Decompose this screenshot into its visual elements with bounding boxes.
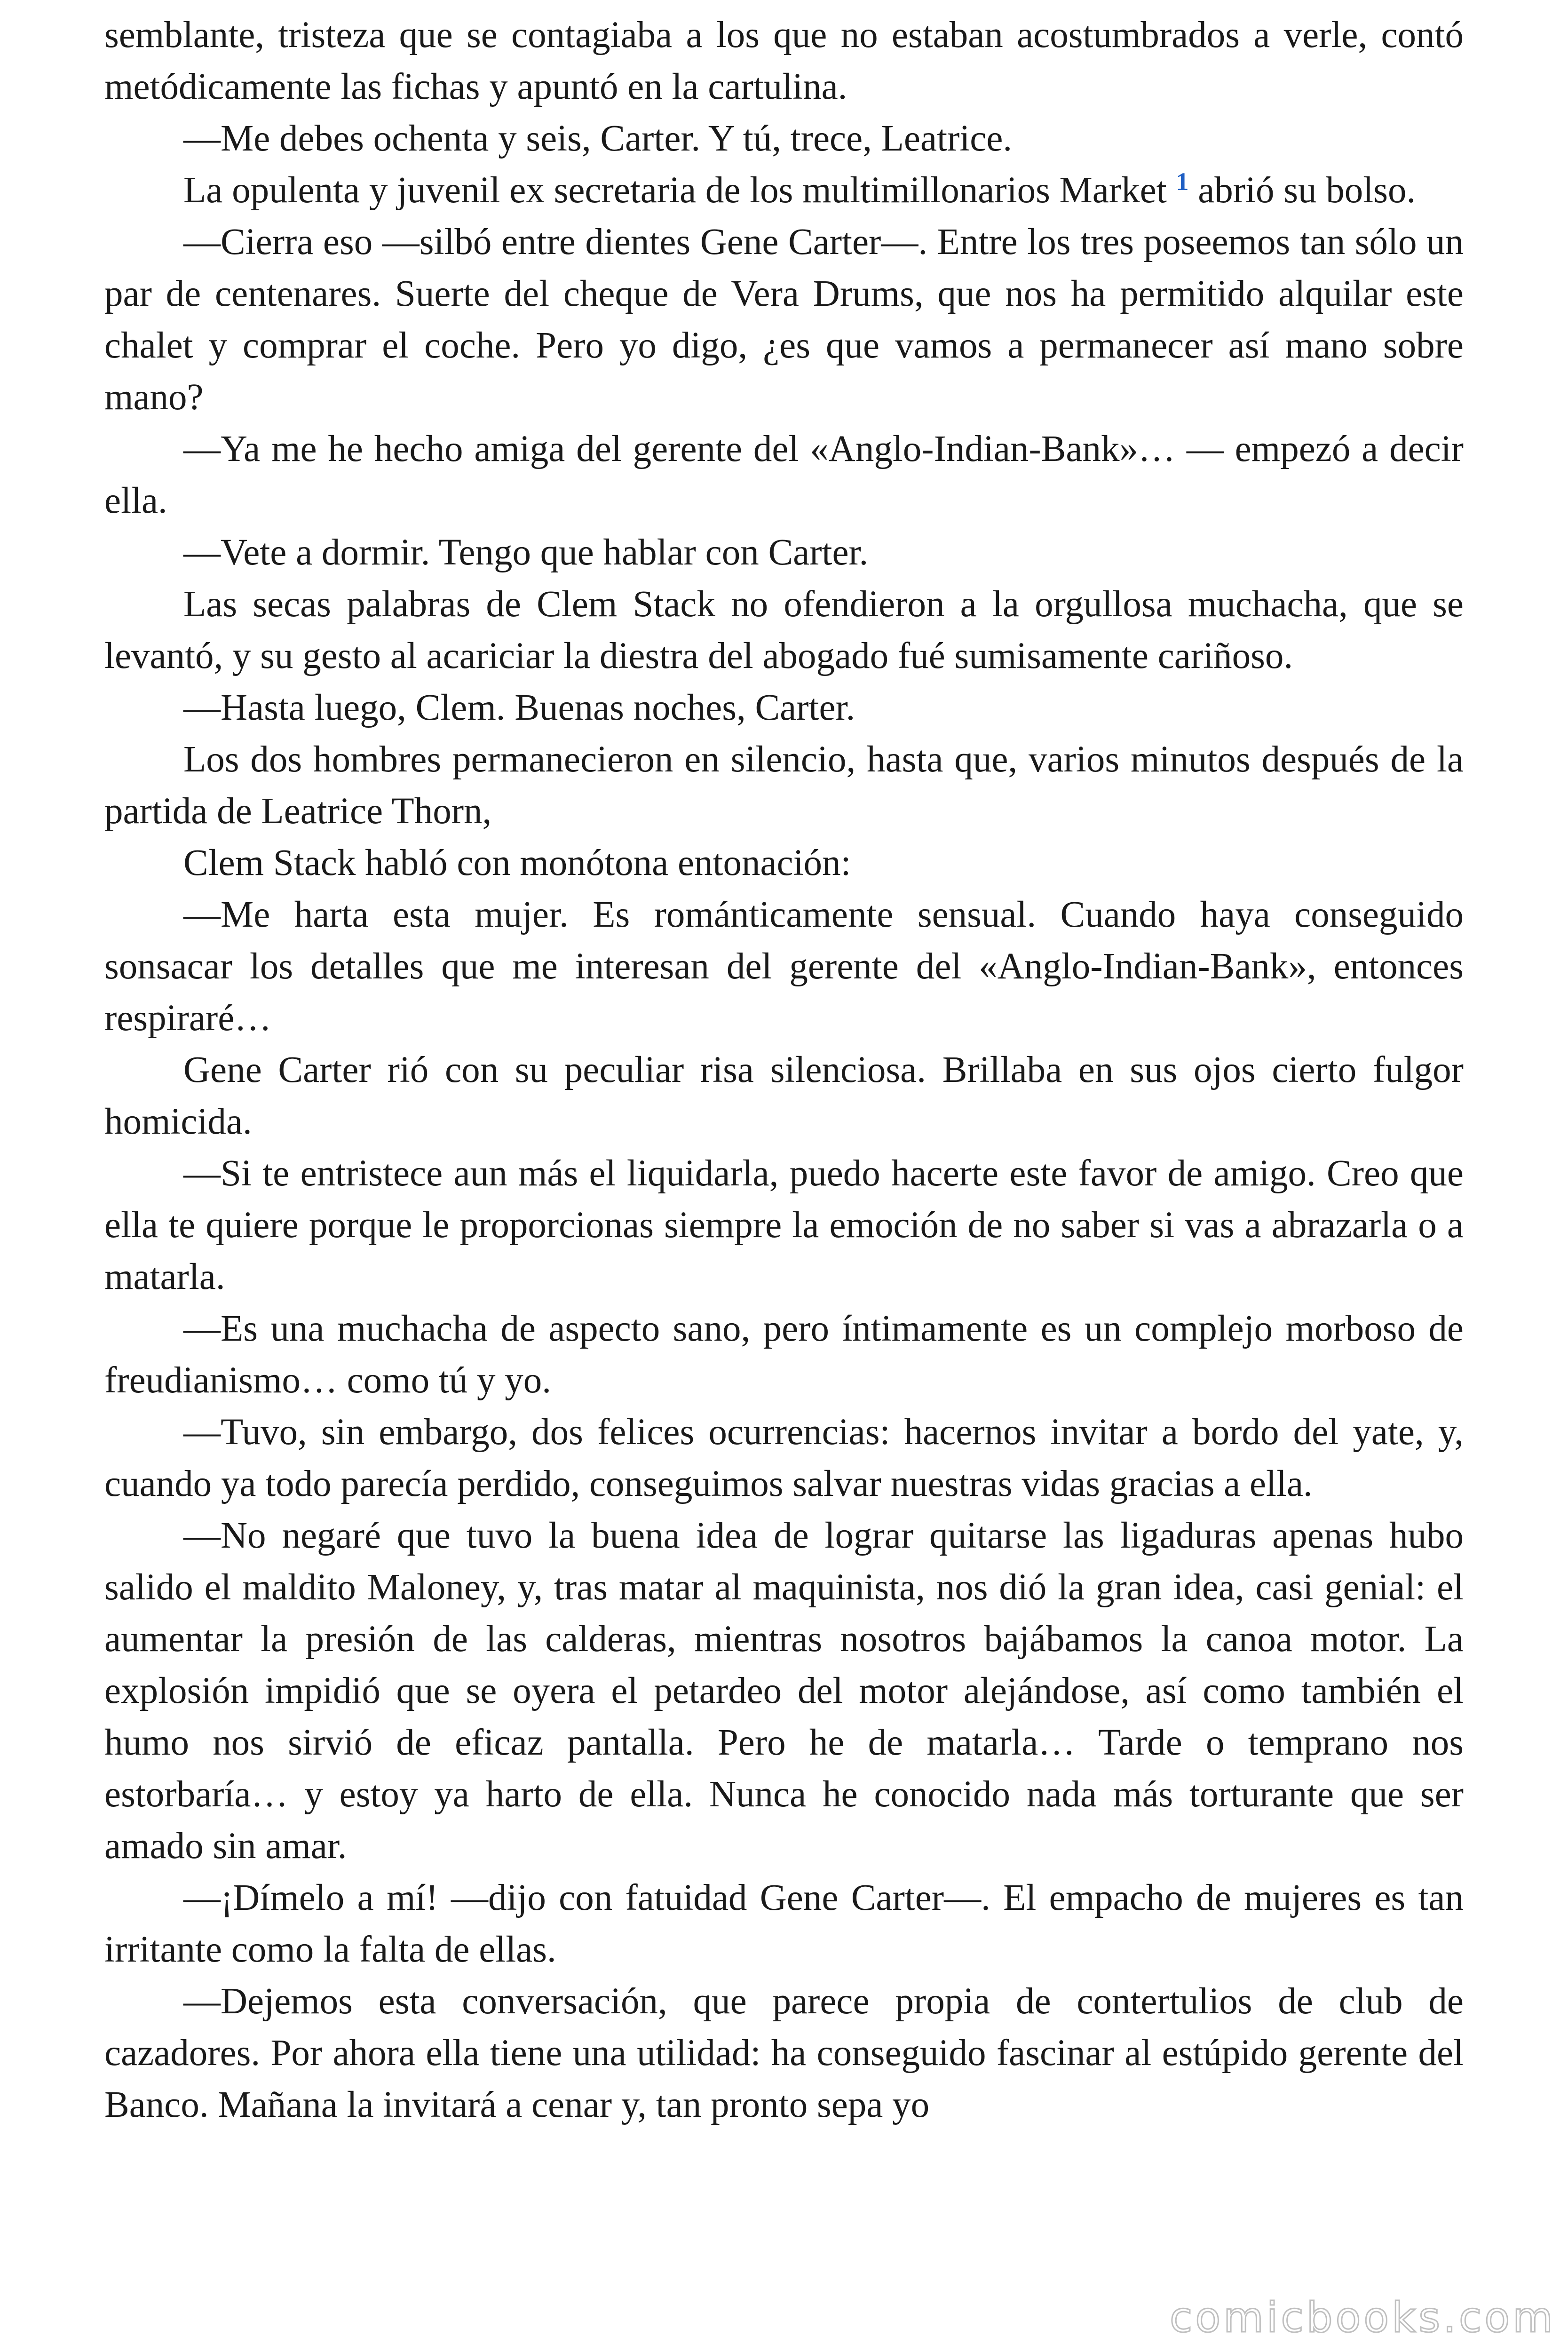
paragraph-12: Gene Carter rió con su peculiar risa silenciosa. Brillaba en sus ojos cierto fulgor homicida. [104, 1049, 1464, 1142]
paragraph-7: Las secas palabras de Clem Stack no ofendieron a la orgullosa muchacha, que se levantó, y su gesto al acariciar la diestra del abogado fué sumisamente cariñoso. [104, 584, 1464, 676]
paragraph-16: —No negaré que tuvo la buena idea de lograr quitarse las ligaduras apenas hubo salido el maldito Maloney, y, tras matar al maquinista, nos dió la gran idea, casi genial: el aumentar la presión de las calderas, mientras nosotros bajábamos la canoa motor. La explosión impidió que se oyera el petardeo del motor alejándose, así como también el humo nos sirvió de eficaz pantalla. Pero he de matarla… Tarde o temprano nos estorbaría… y estoy ya harto de ella. Nunca he conocido nada más torturante que ser amado sin amar. [104, 1515, 1464, 1867]
paragraph-3-text: La opulenta y juvenil ex secretaria de los multimillonarios Market [183, 170, 1167, 211]
book-page-text [104, 9, 1464, 2131]
watermark-logo: comicbooks.com [1169, 2293, 1556, 2342]
paragraph-6: —Vete a dormir. Tengo que hablar con Carter. [183, 532, 869, 573]
paragraph-10: Clem Stack habló con monótona entonación: [183, 842, 851, 883]
footnote-reference-link[interactable]: 1 [1176, 167, 1189, 196]
paragraph-3-text-after: abrió su bolso. [1188, 170, 1416, 211]
paragraph-18: —Dejemos esta conversación, que parece propia de contertulios de club de cazadores. Por ahora ella tiene una utilidad: ha conseguido fascinar al estúpido gerente del Banco. Mañana la invitará a cenar y, tan pronto sepa yo [104, 1981, 1464, 2125]
paragraph-8: —Hasta luego, Clem. Buenas noches, Carter. [183, 687, 855, 728]
paragraph-3 [104, 165, 1464, 216]
paragraph-5: —Ya me he hecho amiga del gerente del «Anglo-Indian-Bank»… — empezó a decir ella. [104, 429, 1464, 521]
paragraph-17: —¡Dímelo a mí! —dijo con fatuidad Gene Carter—. El empacho de mujeres es tan irritante como la falta de ellas. [104, 1877, 1464, 1970]
paragraph-13: —Si te entristece aun más el liquidarla, puedo hacerte este favor de amigo. Creo que ella te quiere porque le proporcionas siempre la emoción de no saber si vas a abrazarla o a matarla. [104, 1153, 1464, 1297]
paragraph-15: —Tuvo, sin embargo, dos felices ocurrencias: hacernos invitar a bordo del yate, y, cuando ya todo parecía perdido, conseguimos salvar nuestras vidas gracias a ella. [104, 1412, 1464, 1504]
paragraph-4: —Cierra eso —silbó entre dientes Gene Carter—. Entre los tres poseemos tan sólo un par de centenares. Suerte del cheque de Vera Drums, que nos ha permitido alquilar este chalet y comprar el coche. Pero yo digo, ¿es que vamos a permanecer así mano sobre mano? [104, 222, 1464, 418]
paragraph-1: semblante, tristeza que se contagiaba a los que no estaban acostumbrados a verle, contó metódicamente las fichas y apuntó en la cartulina. [104, 15, 1464, 107]
paragraph-11: —Me harta esta mujer. Es románticamente sensual. Cuando haya conseguido sonsacar los detalles que me interesan del gerente del «Anglo-Indian-Bank», entonces respiraré… [104, 894, 1464, 1039]
paragraph-9: Los dos hombres permanecieron en silencio, hasta que, varios minutos después de la partida de Leatrice Thorn, [104, 739, 1464, 832]
paragraph-2: —Me debes ochenta y seis, Carter. Y tú, trece, Leatrice. [183, 118, 1013, 159]
paragraph-14: —Es una muchacha de aspecto sano, pero íntimamente es un complejo morboso de freudianismo… como tú y yo. [104, 1308, 1464, 1401]
